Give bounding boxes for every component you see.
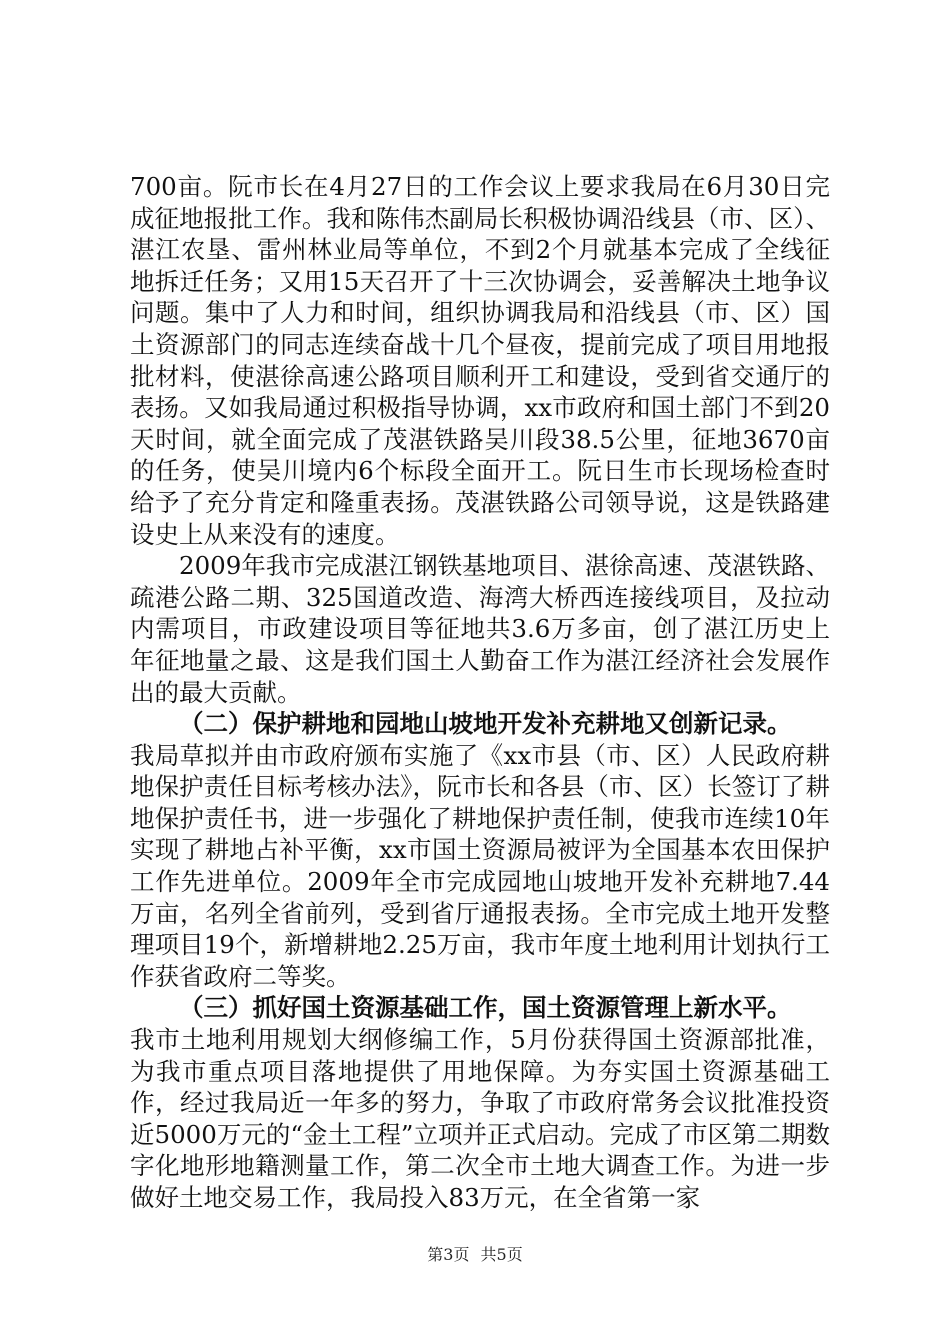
section-heading-infrastructure: （三）抓好国土资源基础工作，国土资源管理上新水平。 [179,993,792,1023]
page-total: 共5页 [480,1245,523,1264]
paragraph-infrastructure: 我市土地利用规划大纲修编工作，5月份获得国土资源部批准，为我市重点项目落地提供了用地保障。为夯实国土资源基础工作，经过我局近一年多的努力，争取了市政府常务会议批准投资近5000万元的“金土工程”立项并正式启动。完成了市区第二期数字化地形地籍测量工作，第二次全市土地大调查工作。为进一步做好土地交易工作，我局投入83万元，在全省第一家 [130,1025,830,1212]
paragraph-farmland: 我局草拟并由市政府颁布实施了《xx市县（市、区）人民政府耕地保护责任目标考核办法》，阮市长和各县（市、区）长签订了耕地保护责任书，进一步强化了耕地保护责任制，使我市连续10年实现了耕地占补平衡，xx市国土资源局被评为全国基本农田保护工作先进单位。2009年全市完成园地山坡地开发补充耕地7.44万亩，名列全省前列，受到省厅通报表扬。全市完成土地开发整理项目19个，新增耕地2.25万亩，我市年度土地利用计划执行工作获省政府二等奖。 [130,740,830,991]
document-body [130,171,830,1214]
section-heading-farmland: （二）保护耕地和园地山坡地开发补充耕地又创新记录。 [179,709,792,739]
page-footer [0,1242,950,1265]
paragraph-2009-summary: 2009年我市完成湛江钢铁基地项目、湛徐高速、茂湛铁路、疏港公路二期、325国道改造、海湾大桥西连接线项目，及拉动内需项目，市政建设项目等征地共3.6万多亩，创了湛江历史上年征地量之最、这是我们国土人勤奋工作为湛江经济社会发展作出的最大贡献。 [130,551,830,707]
page-number: 第3页 [427,1245,470,1264]
paragraph-land-acquisition: 700亩。阮市长在4月27日的工作会议上要求我局在6月30日完成征地报批工作。我和陈伟杰副局长积极协调沿线县（市、区）、湛江农垦、雷州林业局等单位，不到2个月就基本完成了全线征地拆迁任务；又用15天召开了十三次协调会，妥善解决土地争议问题。集中了人力和时间，组织协调我局和沿线县（市、区）国土资源部门的同志连续奋战十几个昼夜，提前完成了项目用地报批材料，使湛徐高速公路项目顺利开工和建设，受到省交通厅的表扬。又如我局通过积极指导协调，xx市政府和国土部门不到20天时间，就全面完成了茂湛铁路吴川段38.5公里，征地3670亩的任务，使吴川境内6个标段全面开工。阮日生市长现场检查时给予了充分肯定和隆重表扬。茂湛铁路公司领导说，这是铁路建设史上从来没有的速度。 [130,172,830,549]
